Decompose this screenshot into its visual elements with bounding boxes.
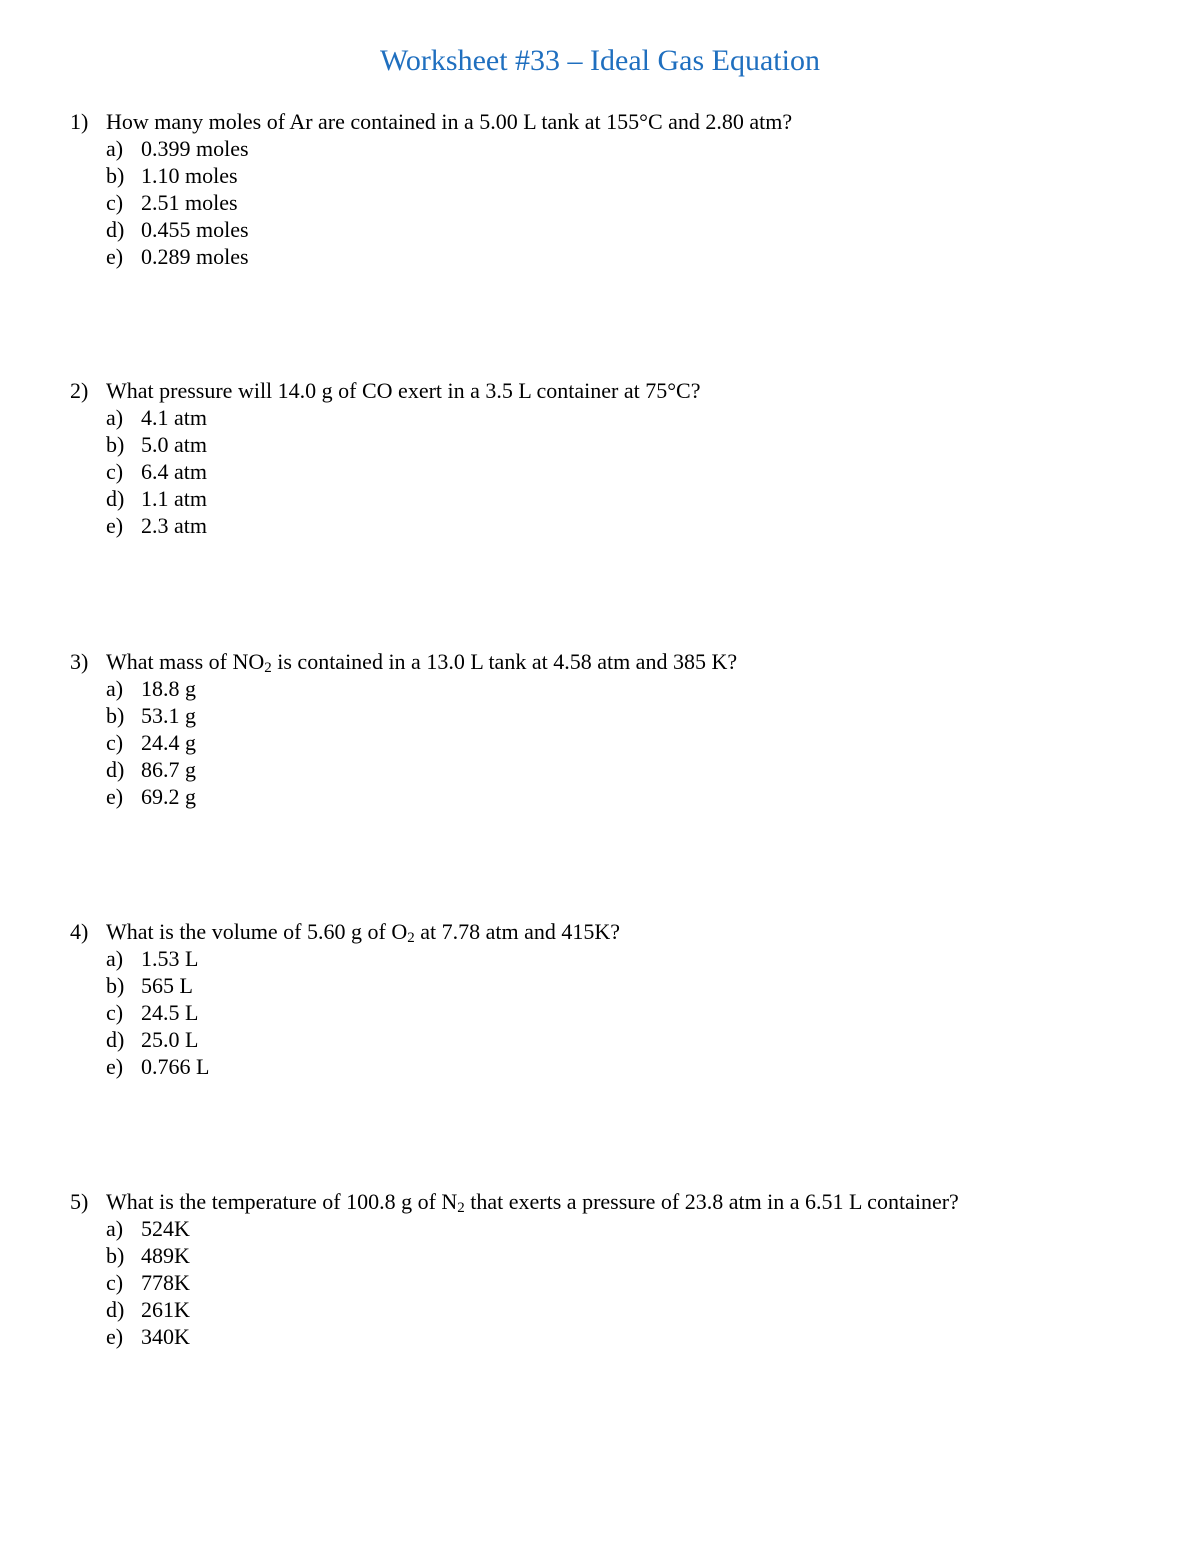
question-text-after: that exerts a pressure of 23.8 atm in a 6.51 L container? [464,1189,959,1214]
answer-option-a [70,945,1150,972]
option-text: 24.4 g [141,730,196,755]
option-label: c) [106,1000,124,1025]
question-text-before: What is the temperature of 100.8 g of N [106,1189,458,1214]
formula-subscript: 2 [264,660,272,676]
option-label: e) [106,1054,124,1079]
option-label: e) [106,784,124,809]
answer-option-e [70,243,1150,270]
answer-options [70,675,1150,810]
answer-option-b [70,972,1150,999]
option-text: 1.10 moles [141,163,238,188]
question-text [106,1188,959,1215]
option-label: b) [106,1243,125,1268]
option-text: 0.766 L [141,1054,210,1079]
question-4 [70,918,1150,1080]
option-text: 18.8 g [141,676,196,701]
option-label: a) [106,405,124,430]
answer-option-d [70,216,1150,243]
answer-option-c [70,189,1150,216]
question-text: How many moles of Ar are contained in a 5.00 L tank at 155°C and 2.80 atm? [106,109,793,134]
question-stem [70,918,1150,945]
option-text: 53.1 g [141,703,196,728]
option-label: b) [106,163,125,188]
option-text: 4.1 atm [141,405,207,430]
answer-option-b [70,1242,1150,1269]
option-text: 0.399 moles [141,136,249,161]
option-label: a) [106,1216,124,1241]
question-text-before: What is the volume of 5.60 g of O [106,919,408,944]
option-label: b) [106,432,125,457]
option-label: c) [106,1270,124,1295]
question-text [106,648,737,675]
question-2 [70,377,1150,539]
answer-option-a [70,135,1150,162]
option-text: 5.0 atm [141,432,207,457]
formula-subscript: 2 [407,930,415,946]
answer-option-a [70,404,1150,431]
option-text: 0.455 moles [141,217,249,242]
answer-option-d [70,485,1150,512]
answer-option-b [70,431,1150,458]
option-label: c) [106,459,124,484]
answer-option-a [70,675,1150,702]
option-label: d) [106,217,125,242]
option-text: 0.289 moles [141,244,249,269]
option-text: 86.7 g [141,757,196,782]
question-number: 4) [70,919,89,944]
answer-option-b [70,162,1150,189]
question-number: 3) [70,649,89,674]
option-label: b) [106,703,125,728]
option-text: 489K [141,1243,190,1268]
option-label: e) [106,244,124,269]
worksheet-title: Worksheet #33 – Ideal Gas Equation [380,44,820,77]
answer-option-c [70,999,1150,1026]
answer-option-b [70,702,1150,729]
option-text: 340K [141,1324,190,1349]
option-label: c) [106,730,124,755]
answer-option-e [70,783,1150,810]
question-3 [70,648,1150,810]
question-number: 1) [70,109,89,134]
answer-options [70,404,1150,539]
question-text-after: at 7.78 atm and 415K? [414,919,621,944]
question-number: 5) [70,1189,89,1214]
option-label: e) [106,513,124,538]
option-label: d) [106,1297,125,1322]
option-text: 69.2 g [141,784,196,809]
option-label: a) [106,676,124,701]
option-label: e) [106,1324,124,1349]
option-label: b) [106,973,125,998]
answer-option-a [70,1215,1150,1242]
question-stem [70,648,1150,675]
question-text-before: What mass of NO [106,649,265,674]
question-text: What pressure will 14.0 g of CO exert in a 3.5 L container at 75°C? [106,378,701,403]
answer-options [70,1215,1150,1350]
option-label: d) [106,1027,125,1052]
option-text: 24.5 L [141,1000,199,1025]
option-text: 2.51 moles [141,190,238,215]
option-text: 1.1 atm [141,486,207,511]
option-text: 6.4 atm [141,459,207,484]
option-label: a) [106,946,124,971]
option-text: 2.3 atm [141,513,207,538]
answer-option-c [70,1269,1150,1296]
formula-subscript: 2 [457,1200,465,1216]
option-text: 25.0 L [141,1027,199,1052]
answer-options [70,945,1150,1080]
question-text [106,918,620,945]
answer-option-d [70,756,1150,783]
option-text: 778K [141,1270,190,1295]
question-stem [70,1188,1150,1215]
answer-option-c [70,458,1150,485]
option-label: a) [106,136,124,161]
question-5 [70,1188,1150,1350]
option-label: c) [106,190,124,215]
question-stem [70,108,1150,135]
option-text: 524K [141,1216,190,1241]
option-label: d) [106,757,125,782]
question-number: 2) [70,378,89,403]
answer-option-e [70,512,1150,539]
question-1 [70,108,1150,270]
question-stem [70,377,1150,404]
answer-option-c [70,729,1150,756]
question-text-after: is contained in a 13.0 L tank at 4.58 atm and 385 K? [271,649,738,674]
answer-option-d [70,1296,1150,1323]
answer-option-e [70,1053,1150,1080]
answer-options [70,135,1150,270]
option-text: 1.53 L [141,946,199,971]
option-text: 565 L [141,973,193,998]
answer-option-e [70,1323,1150,1350]
option-label: d) [106,486,125,511]
answer-option-d [70,1026,1150,1053]
option-text: 261K [141,1297,190,1322]
